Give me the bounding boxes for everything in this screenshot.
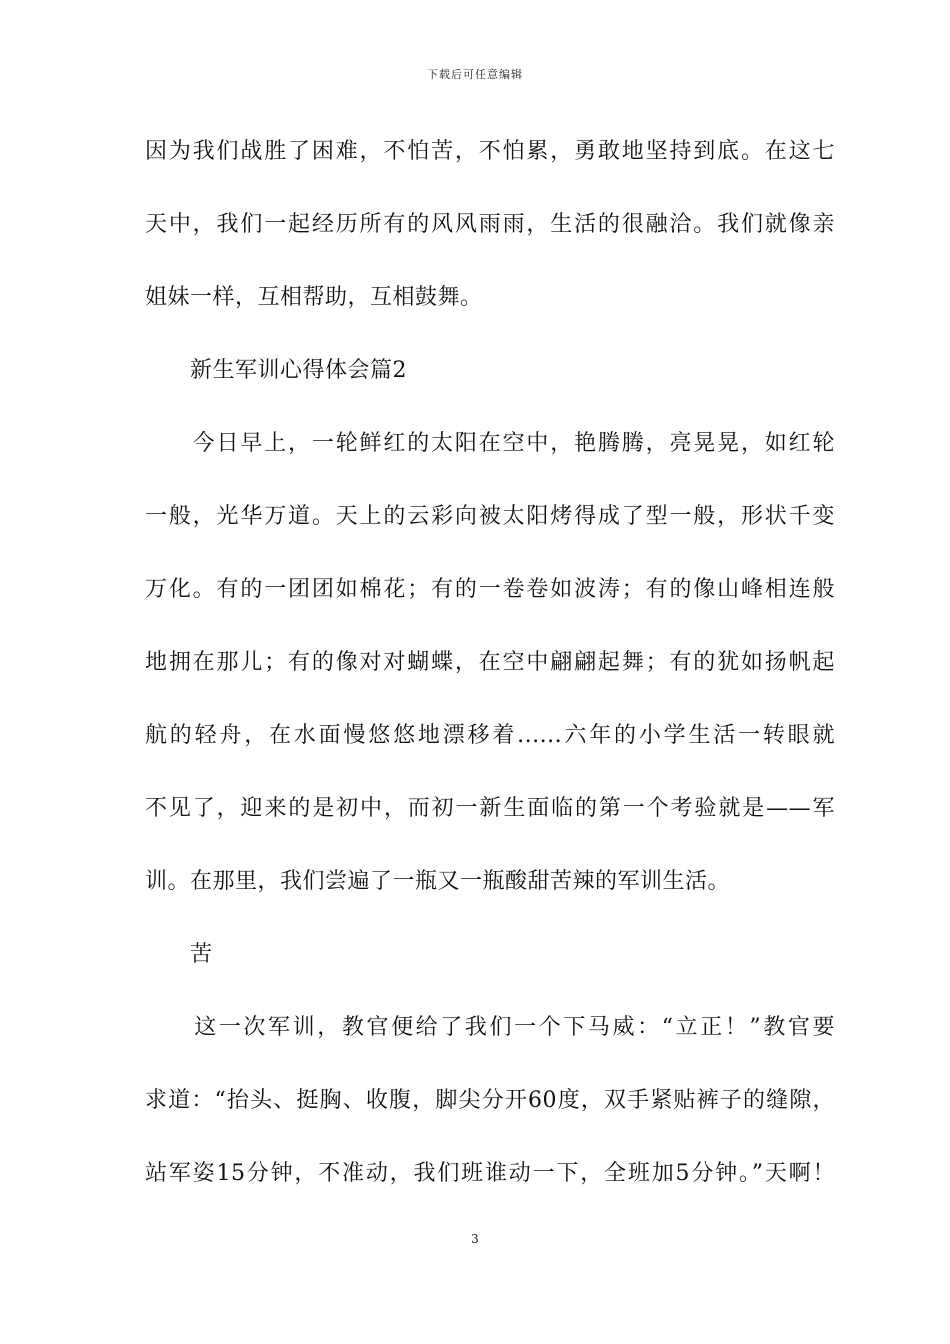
text-line: 不见了，迎来的是初中，而初一新生面临的第一个考验就是——军 xyxy=(145,796,835,821)
text-line: 一般，光华万道。天上的云彩向被太阳烤得成了型一般，形状千变 xyxy=(145,504,835,529)
text-line: 万化。有的一团团如棉花；有的一卷卷如波涛；有的像山峰相连般 xyxy=(145,577,835,602)
text-line: 天中，我们一起经历所有的风风雨雨，生活的很融洽。我们就像亲 xyxy=(145,212,835,237)
page-header: 下载后可任意编辑 xyxy=(427,68,523,81)
text-line: 因为我们战胜了困难，不怕苦，不怕累，勇敢地坚持到底。在这七 xyxy=(145,139,835,164)
section-heading: 新生军训心得体会篇2 xyxy=(145,358,407,383)
text-line: 今日早上，一轮鲜红的太阳在空中，艳腾腾，亮晃晃，如红轮 xyxy=(145,431,835,456)
text-line: 训。在那里，我们尝遍了一瓶又一瓶酸甜苦辣的军训生活。 xyxy=(145,869,731,894)
text-line: 航的轻舟，在水面慢悠悠地漂移着......六年的小学生活一转眼就 xyxy=(145,723,835,748)
text-line: 地拥在那儿；有的像对对蝴蝶，在空中翩翩起舞；有的犹如扬帆起 xyxy=(145,650,835,675)
text-line: 求道：“抬头、挺胸、收腹，脚尖分开60度，双手紧贴裤子的缝隙， xyxy=(145,1088,835,1113)
document-body xyxy=(145,126,835,1221)
text-line: 这一次军训，教官便给了我们一个下马威：“立正！”教官要 xyxy=(145,1015,835,1040)
text-line: 姐妹一样，互相帮助，互相鼓舞。 xyxy=(145,285,483,310)
section-heading: 苦 xyxy=(145,942,213,967)
text-line: 站军姿15分钟，不准动，我们班谁动一下，全班加5分钟。”天啊！ xyxy=(145,1161,835,1186)
page-number: 3 xyxy=(471,1232,479,1246)
